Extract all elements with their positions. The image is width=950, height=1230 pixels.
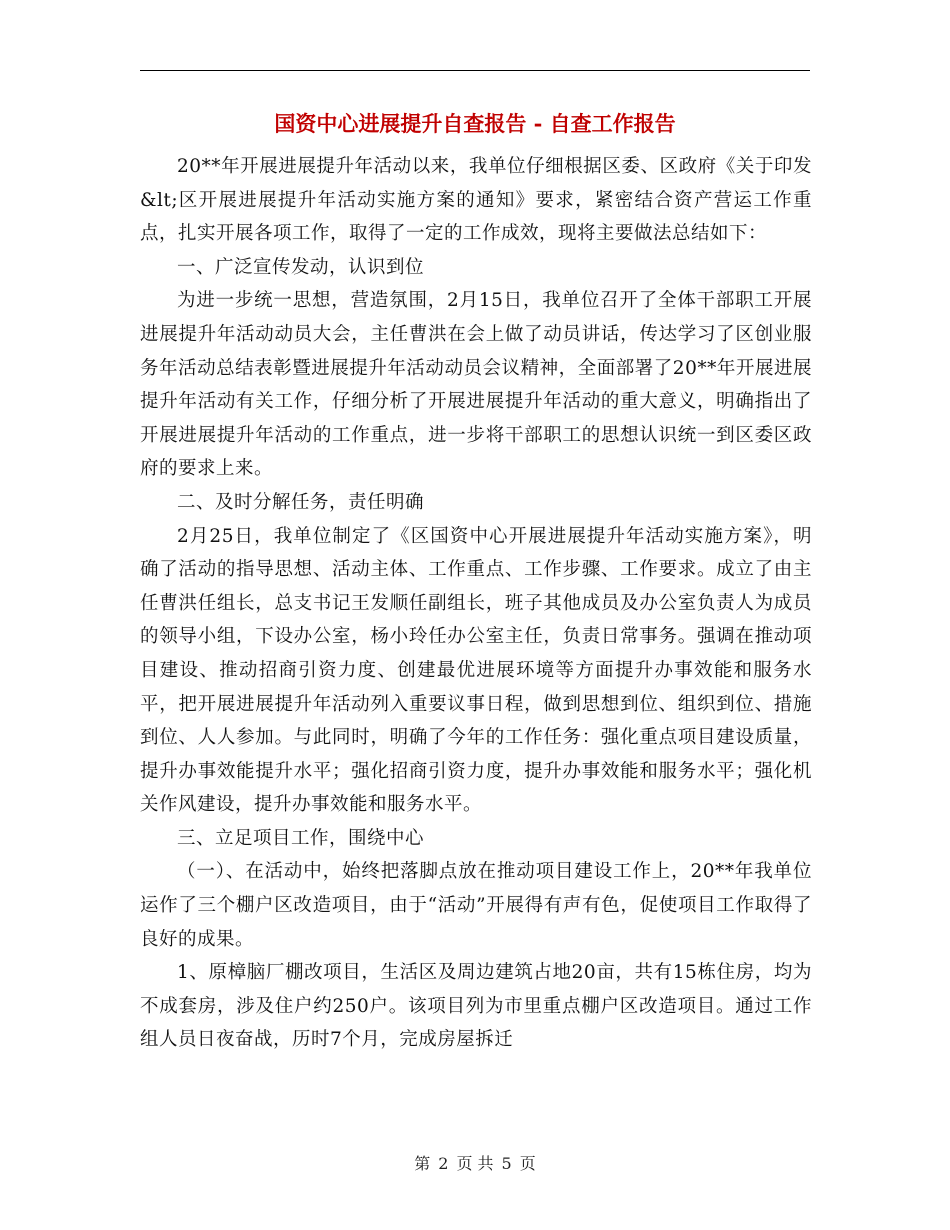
footer-label-of: 页 共 [456,1154,494,1173]
footer-current-page: 2 [438,1154,449,1173]
section-heading-2: 二、及时分解任务，责任明确 [177,491,425,513]
paragraph-subsection-1: （一）、在活动中，始终把落脚点放在推动项目建设工作上，20**年我单位运作了三个棚户区改造项目，由于“活动”开展得有声有色，促使项目工作取得了良好的成果。 [140,861,812,950]
page-footer [0,1152,950,1176]
paragraph-section-2: 2月25日，我单位制定了《区国资中心开展进展提升年活动实施方案》，明确了活动的指导思想、活动主体、工作重点、工作步骤、工作要求。成立了由主任曹洪任组长，总支书记王发顺任副组长，班子其他成员及办公室负责人为成员的领导小组，下设办公室，杨小玲任办公室主任，负责日常事务。强调在推动项目建设、推动招商引资力度、创建最优进展环境等方面提升办事效能和服务水平，把开展进展提升年活动列入重要议事日程，做到思想到位、组织到位、措施到位、人人参加。与此同时，明确了今年的工作任务：强化重点项目建设质量，提升办事效能提升水平；强化招商引资力度，提升办事效能和服务水平；强化机关作风建设，提升办事效能和服务水平。 [140,525,812,816]
paragraph-item-1: 1、原樟脑厂棚改项目，生活区及周边建筑占地20亩，共有15栋住房，均为不成套房，涉及住户约250户。该项目列为市里重点棚户区改造项目。通过工作组人员日夜奋战，历时7个月，完成房屋拆迁 [140,962,812,1051]
document-title: 国资中心进展提升自查报告 - 自查工作报告 [274,111,676,136]
paragraph-section-1: 为进一步统一思想，营造氛围，2月15日，我单位召开了全体干部职工开展进展提升年活动动员大会，主任曹洪在会上做了动员讲话，传达学习了区创业服务年活动总结表彰暨进展提升年活动动员会议精神，全面部署了20**年开展进展提升年活动有关工作，仔细分析了开展进展提升年活动的重大意义，明确指出了开展进展提升年活动的工作重点，进一步将干部职工的思想认识统一到区委区政府的要求上来。 [140,290,812,480]
section-heading-3: 三、立足项目工作，围绕中心 [177,827,425,849]
paragraph-intro: 20**年开展进展提升年活动以来，我单位仔细根据区委、区政府《关于印发&lt;区开展进展提升年活动实施方案的通知》要求，紧密结合资产营运工作重点，扎实开展各项工作，取得了一定的工作成效，现将主要做法总结如下： [140,156,812,245]
footer-label-end: 页 [519,1154,536,1173]
footer-label-page: 第 [414,1154,431,1173]
footer-total-pages: 5 [501,1154,512,1173]
document-body [140,150,812,1057]
header-rule [140,70,810,71]
section-heading-1: 一、广泛宣传发动，认识到位 [177,256,425,278]
